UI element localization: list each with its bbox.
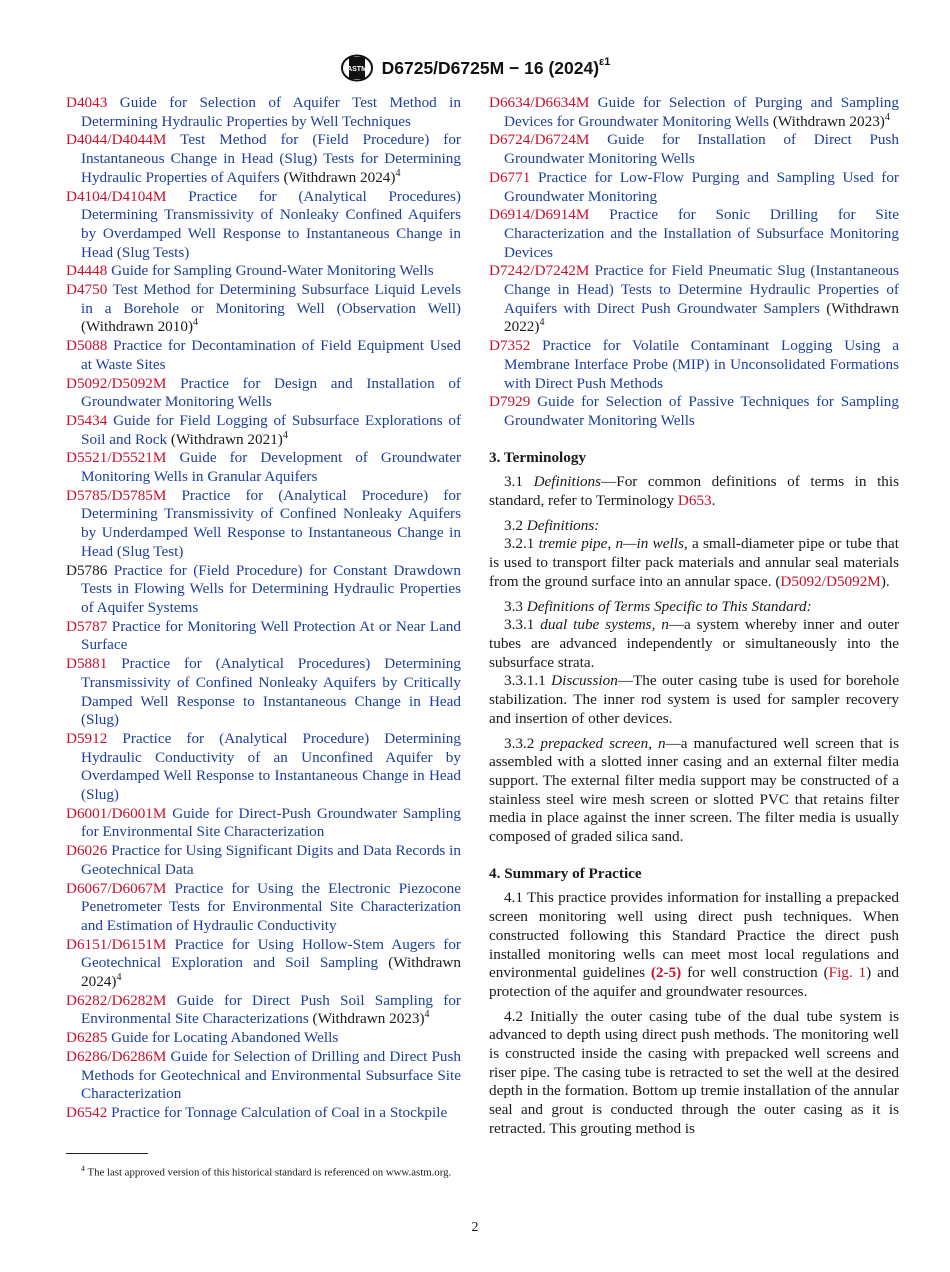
withdrawn-note: (Withdrawn 2023) <box>769 112 885 130</box>
footnote-marker: 4 <box>116 971 122 983</box>
reference-title-link[interactable]: Guide for Installation of Direct Push Groundwater Monitoring Wells <box>504 131 899 168</box>
footnote-divider <box>66 1153 148 1154</box>
reference-code-link[interactable]: D6285 <box>66 1029 108 1047</box>
reference-title-link[interactable]: Guide for Locating Abandoned Wells <box>107 1029 339 1047</box>
reference-code-link[interactable]: D6771 <box>489 168 531 186</box>
paragraph-4-1: 4.1 This practice provides information for installing a prepacked screen monitoring well using direct push techniques. When constructed following this Standard Practice the direct push installed monitoring wells can meet most local regulations and environmental guidelines (2-5) for well construction (Fig. 1) and protection of the aquifer and groundwater resources. <box>489 889 899 1000</box>
reference-item <box>66 562 461 618</box>
reference-title-link[interactable]: Practice for Monitoring Well Protection At or Near Land Surface <box>81 617 461 654</box>
reference-code-link[interactable]: D5912 <box>66 729 108 747</box>
reference-title-link[interactable]: Practice for Tonnage Calculation of Coal in a Stockpile <box>107 1103 448 1121</box>
reference-item <box>489 94 899 131</box>
reference-title-link[interactable]: Practice for Using Significant Digits and Data Records in Geotechnical Data <box>81 842 461 878</box>
reference-title-link[interactable]: Practice for Using the Electronic Piezocone Penetrometer Tests for Environmental Site Characterization and Estimation of Hydraulic Conductivity <box>81 879 461 934</box>
reference-item <box>66 449 461 486</box>
reference-code-link[interactable]: D4104/D4104M <box>66 187 167 205</box>
link-fig-1[interactable]: Fig. 1 <box>828 964 867 982</box>
reference-item <box>489 337 899 393</box>
reference-item <box>489 169 899 206</box>
reference-code-link[interactable]: D6542 <box>66 1103 108 1121</box>
page-header <box>0 54 950 87</box>
footnote-marker: 4 <box>539 317 545 329</box>
reference-code-link[interactable]: D4448 <box>66 262 108 280</box>
reference-title-link[interactable]: Guide for Field Logging of Subsurface Explorations of Soil and Rock <box>81 411 461 448</box>
reference-code-link[interactable]: D5785/D5785M <box>66 486 167 504</box>
link-d653[interactable]: D653 <box>677 492 712 510</box>
referenced-documents-list-right <box>489 94 899 431</box>
reference-item <box>489 262 899 337</box>
reference-code-link[interactable]: D6282/D6282M <box>66 991 167 1009</box>
withdrawn-note: (Withdrawn 2010) <box>81 318 193 336</box>
svg-text:ASTM: ASTM <box>346 66 367 73</box>
reference-item <box>66 936 461 992</box>
paragraph-3-1: 3.1 Definitions—For common definitions of terms in this standard, refer to Terminology D653. <box>489 473 900 510</box>
reference-code-link[interactable]: D6026 <box>66 842 108 860</box>
reference-title-link[interactable]: Guide for Direct Push Soil Sampling for Environmental Site Characterizations <box>81 991 461 1028</box>
reference-title-link[interactable]: Guide for Selection of Aquifer Test Method in Determining Hydraulic Properties by Well Techniques <box>81 94 461 130</box>
reference-title-link[interactable]: Guide for Selection of Purging and Sampling Devices for Groundwater Monitoring Wells <box>504 94 899 130</box>
footnote-marker: 4 <box>884 111 890 123</box>
link-d5092[interactable]: D5092/D5092M <box>780 572 881 590</box>
reference-item <box>66 131 461 187</box>
reference-title-link[interactable]: Practice for Design and Installation of Groundwater Monitoring Wells <box>81 374 461 411</box>
reference-code-link[interactable]: D6914/D6914M <box>489 206 590 224</box>
left-column <box>66 94 461 1123</box>
link-references-2-5[interactable]: (2-5) <box>650 964 682 982</box>
reference-title-link[interactable]: Guide for Development of Groundwater Monitoring Wells in Granular Aquifers <box>81 449 461 486</box>
reference-title-link[interactable]: Guide for Selection of Passive Techniques for Sampling Groundwater Monitoring Wells <box>504 393 899 429</box>
reference-item <box>66 487 461 562</box>
reference-item <box>66 262 461 281</box>
footnote-4: $^4$ The last approved version of this historical standard is referenced on www.astm.org. <box>81 1164 452 1179</box>
section-heading-summary: 4. Summary of Practice <box>489 864 642 882</box>
reference-title-link[interactable]: Practice for Sonic Drilling for Site Characterization and the Installation of Subsurface Monitoring Devices <box>504 206 899 261</box>
paragraph-3-2: 3.2 Definitions: <box>504 516 600 534</box>
reference-code-link[interactable]: D5881 <box>66 655 108 673</box>
reference-item <box>66 1104 461 1123</box>
reference-item <box>66 842 461 879</box>
reference-item <box>66 375 461 412</box>
reference-code-link[interactable]: D7929 <box>489 393 531 411</box>
reference-title-link[interactable]: Practice for (Analytical Procedure) for Determining Transmissivity of Confined Nonleaky Aquifers by Underdamped Well Response to Instantaneous Change in Head (Slug Test) <box>81 486 461 560</box>
reference-code-link[interactable]: D6634/D6634M <box>489 94 590 111</box>
reference-item <box>66 805 461 842</box>
reference-title-link[interactable]: Guide for Sampling Ground-Water Monitoring Wells <box>107 262 434 280</box>
reference-item <box>66 618 461 655</box>
reference-title-link[interactable]: Practice for Using Hollow-Stem Augers for Geotechnical Exploration and Soil Sampling <box>81 935 461 972</box>
reference-code-link[interactable]: D5092/D5092M <box>66 374 167 392</box>
withdrawn-note: (Withdrawn 2021) <box>167 430 283 448</box>
reference-item <box>66 1048 461 1104</box>
reference-code-link[interactable]: D4750 <box>66 281 108 299</box>
reference-item <box>66 655 461 730</box>
document-designation: D6725/D6725M − 16 $(2024)^{\varepsilon 1}$ <box>381 55 611 78</box>
reference-code-link[interactable]: D6001/D6001M <box>66 804 167 822</box>
paragraph-4-2: 4.2 Initially the outer casing tube of the dual tube system is advanced to depth using direct push methods. The monitoring well is constructed inside the casing with prepacked well screens and riser pipe. The casing tube is retracted to set the well at the desired depth in the formation. Bottom up tremie installation of the annular seal and grout is conducted through the outer casing as it is retracted. This grouting method is <box>489 1007 899 1137</box>
withdrawn-note: (Withdrawn 2024) <box>81 954 461 991</box>
reference-item <box>489 393 899 430</box>
footnote-marker: 4 <box>282 429 288 441</box>
reference-code-link[interactable]: D6286/D6286M <box>66 1047 167 1065</box>
page-number: 2 <box>471 1220 479 1235</box>
reference-title-link[interactable]: Guide for Direct-Push Groundwater Sampling for Environmental Site Characterization <box>81 804 461 841</box>
reference-code-link[interactable]: D4044/D4044M <box>66 131 167 149</box>
reference-code-link[interactable]: D7242/D7242M <box>489 262 590 280</box>
paragraph-3-3-1: 3.3.1 dual tube systems, n—a system whereby inner and outer tubes are advanced independently or simultaneously into the subsurface strata. <box>489 616 900 671</box>
reference-item <box>66 880 461 936</box>
reference-code-link[interactable]: D4043 <box>66 94 108 111</box>
reference-item <box>66 992 461 1029</box>
reference-code-link[interactable]: D6067/D6067M <box>66 879 167 897</box>
reference-item <box>66 730 461 805</box>
reference-title-link[interactable]: Practice for (Field Procedure) for Constant Drawdown Tests in Flowing Wells for Determining Hydraulic Properties of Aquifer Systems <box>81 561 461 616</box>
reference-title-link[interactable]: Practice for (Analytical Procedures) Determining Transmissivity of Nonleaky Confined Aquifers by Overdamped Well Response to Instantaneous Change in Head (Slug Tests) <box>81 187 461 261</box>
paragraph-3-3-1-1: 3.3.1.1 Discussion—The outer casing tube is used for borehole stabilization. The inner rod system is used for sampler recovery and insertion of other devices. <box>489 672 900 727</box>
reference-title-link[interactable]: Practice for (Analytical Procedures) Determining Transmissivity of Confined Nonleaky Aquifers by Critically Damped Well Response to Instantaneous Change in Head (Slug) <box>81 655 461 729</box>
reference-code-link[interactable]: D5088 <box>66 337 108 355</box>
reference-title-link[interactable]: Test Method for Determining Subsurface Liquid Levels in a Borehole or Monitoring Well (Observation Well) <box>81 281 461 317</box>
section-heading-terminology: 3. Terminology <box>489 448 587 466</box>
reference-title-link[interactable]: Practice for Volatile Contaminant Logging Using a Membrane Interface Probe (MIP) in Unconsolidated Formations with Direct Push Methods <box>504 337 899 392</box>
reference-code-link[interactable]: D5786 <box>66 561 108 579</box>
astm-logo-icon <box>340 54 374 82</box>
withdrawn-note: (Withdrawn 2023) <box>308 1010 425 1028</box>
reference-title-link[interactable]: Practice for (Analytical Procedure) Determining Hydraulic Conductivity of an Unconfined Aquifer by Overdamped Well Response to Instantaneous Change in Head (Slug) <box>81 729 461 804</box>
right-column <box>489 94 899 1139</box>
reference-code-link[interactable]: D5787 <box>66 617 108 635</box>
footnote-marker: 4 <box>395 167 401 179</box>
reference-item <box>66 281 461 337</box>
reference-item <box>66 94 461 131</box>
reference-title-link[interactable]: Guide for Selection of Drilling and Direct Push Methods for Geotechnical and Environmental Subsurface Site Characterization <box>81 1047 461 1103</box>
reference-code-link[interactable]: D6151/D6151M <box>66 935 167 953</box>
reference-code-link[interactable]: D6724/D6724M <box>489 131 590 149</box>
reference-item <box>66 1029 461 1048</box>
reference-item <box>66 188 461 263</box>
reference-code-link[interactable]: D5434 <box>66 411 108 429</box>
paragraph-3-3: 3.3 Definitions of Terms Specific to This Standard: <box>504 597 812 615</box>
reference-item <box>489 206 899 262</box>
withdrawn-note: (Withdrawn 2024) <box>279 168 396 186</box>
referenced-documents-list-left <box>66 94 461 1123</box>
reference-code-link[interactable]: D7352 <box>489 337 531 355</box>
paragraph-3-2-1: 3.2.1 tremie pipe, n—in wells, a small-diameter pipe or tube that is used to transport filter pack materials and annular seal materials from the ground surface into an annular space. (D5092/D5092M). <box>489 535 899 590</box>
reference-title-link[interactable]: Practice for Low-Flow Purging and Sampling Used for Groundwater Monitoring <box>504 168 899 205</box>
reference-title-link[interactable]: Test Method for (Field Procedure) for Instantaneous Change in Head (Slug) Tests for Determining Hydraulic Properties of Aquifers <box>81 131 461 186</box>
paragraph-3-3-2: 3.3.2 prepacked screen, n—a manufactured well screen that is assembled with a slotted inner casing and an external filter media support. The external filter media support may be constructed of a stainless steel wire mesh screen or slotted PVC that retains filter media in place against the inner screen. The filter media is usually composed of graded silica sand. <box>489 734 899 846</box>
footnote-marker: 4 <box>424 1009 430 1021</box>
reference-title-link[interactable]: Practice for Field Pneumatic Slug (Instantaneous Change in Head) Tests to Determine Hydraulic Properties of Aquifers with Direct Push Groundwater Samplers <box>504 262 899 317</box>
footnote-marker: 4 <box>193 317 198 329</box>
reference-code-link[interactable]: D5521/D5521M <box>66 449 167 467</box>
reference-item <box>489 131 899 168</box>
reference-item <box>66 337 461 374</box>
reference-item <box>66 412 461 449</box>
withdrawn-note: (Withdrawn 2022) <box>504 299 899 336</box>
reference-title-link[interactable]: Practice for Decontamination of Field Equipment Used at Waste Sites <box>81 337 461 373</box>
